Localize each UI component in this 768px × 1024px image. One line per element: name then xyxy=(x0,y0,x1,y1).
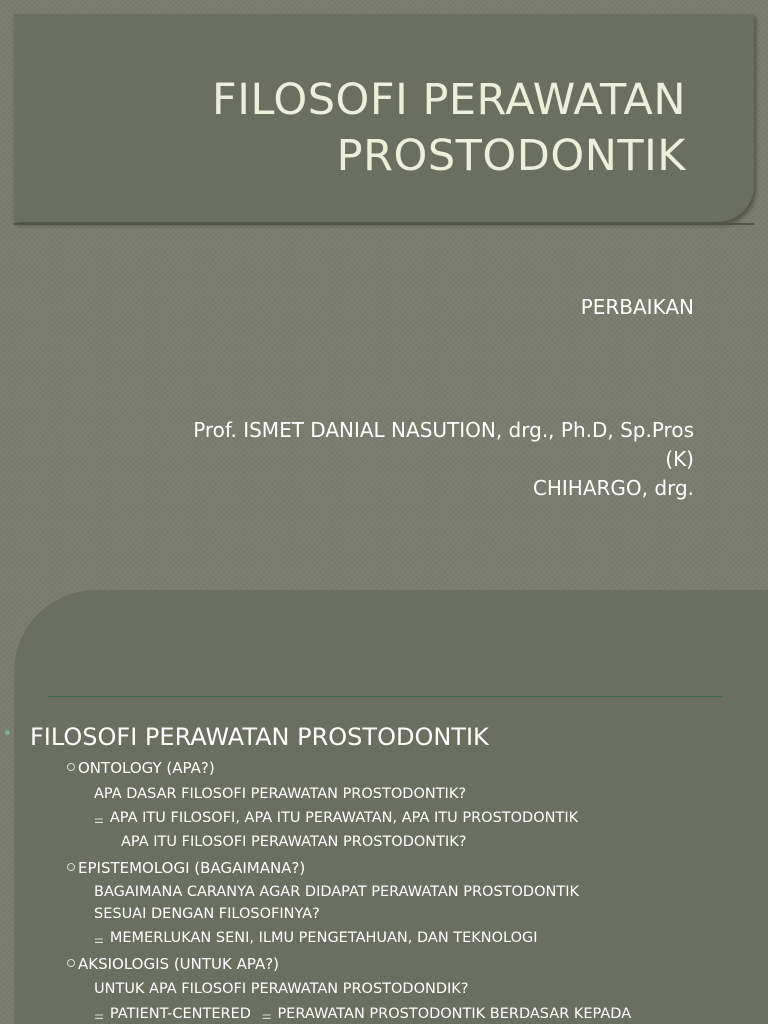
title-divider xyxy=(14,223,754,225)
author-line-2: (K) xyxy=(665,447,694,471)
author-line-1: Prof. ISMET DANIAL NASUTION, drg., Ph.D, Sp.Pros xyxy=(193,418,694,442)
aksiologis-item xyxy=(67,954,279,974)
epistemologi-line-2: SESUAI DENGAN FILOSOFINYA? xyxy=(94,906,320,922)
slide-title-line-2: PROSTODONTIK xyxy=(336,131,686,181)
slide-title xyxy=(212,72,686,184)
bullet-dot-icon xyxy=(5,730,10,735)
content-slide xyxy=(0,580,768,1024)
content-divider xyxy=(48,696,722,697)
ring-bullet-icon xyxy=(67,763,75,771)
slide-subtitle: PERBAIKAN xyxy=(580,295,694,319)
author-block xyxy=(40,416,694,503)
content-heading: FILOSOFI PERAWATAN PROSTODONTIK xyxy=(30,723,489,751)
epistemologi-item xyxy=(67,858,305,878)
ontology-item xyxy=(67,758,215,778)
ontology-line-1: APA DASAR FILOSOFI PERAWATAN PROSTODONTIK? xyxy=(94,786,467,802)
aksiologis-label: AKSIOLOGIS (UNTUK APA?) xyxy=(78,955,280,973)
ontology-line-2: ⚌ APA ITU FILOSOFI, APA ITU PERAWATAN, APA ITU PROSTODONTIK xyxy=(94,808,578,830)
author-line-3: CHIHARGO, drg. xyxy=(532,476,694,500)
glyph-bullet-icon: ⚌ xyxy=(261,1009,272,1022)
ring-bullet-icon xyxy=(67,959,75,967)
ontology-line-3: APA ITU FILOSOFI PERAWATAN PROSTODONTIK? xyxy=(121,834,467,850)
epistemologi-line-3: ⚌ MEMERLUKAN SENI, ILMU PENGETAHUAN, DAN TEKNOLOGI xyxy=(94,928,538,950)
glyph-bullet-icon: ⚌ xyxy=(94,1009,104,1022)
glyph-bullet-icon: ⚌ xyxy=(94,813,104,826)
slide-title-line-1: FILOSOFI PERAWATAN xyxy=(212,75,686,125)
ring-bullet-icon xyxy=(67,863,75,871)
aksiologis-line-1: UNTUK APA FILOSOFI PERAWATAN PROSTODONDIK? xyxy=(94,981,469,997)
epistemologi-label: EPISTEMOLOGI (BAGAIMANA?) xyxy=(78,859,306,877)
aksiologis-line-2: ⚌ PATIENT-CENTERED ⚌ PERAWATAN PROSTODONTIK BERDASAR KEPADA xyxy=(94,1004,631,1024)
ontology-label: ONTOLOGY (APA?) xyxy=(78,759,215,777)
glyph-bullet-icon: ⚌ xyxy=(94,933,104,946)
epistemologi-line-1: BAGAIMANA CARANYA AGAR DIDAPAT PERAWATAN PROSTODONTIK xyxy=(94,884,579,900)
